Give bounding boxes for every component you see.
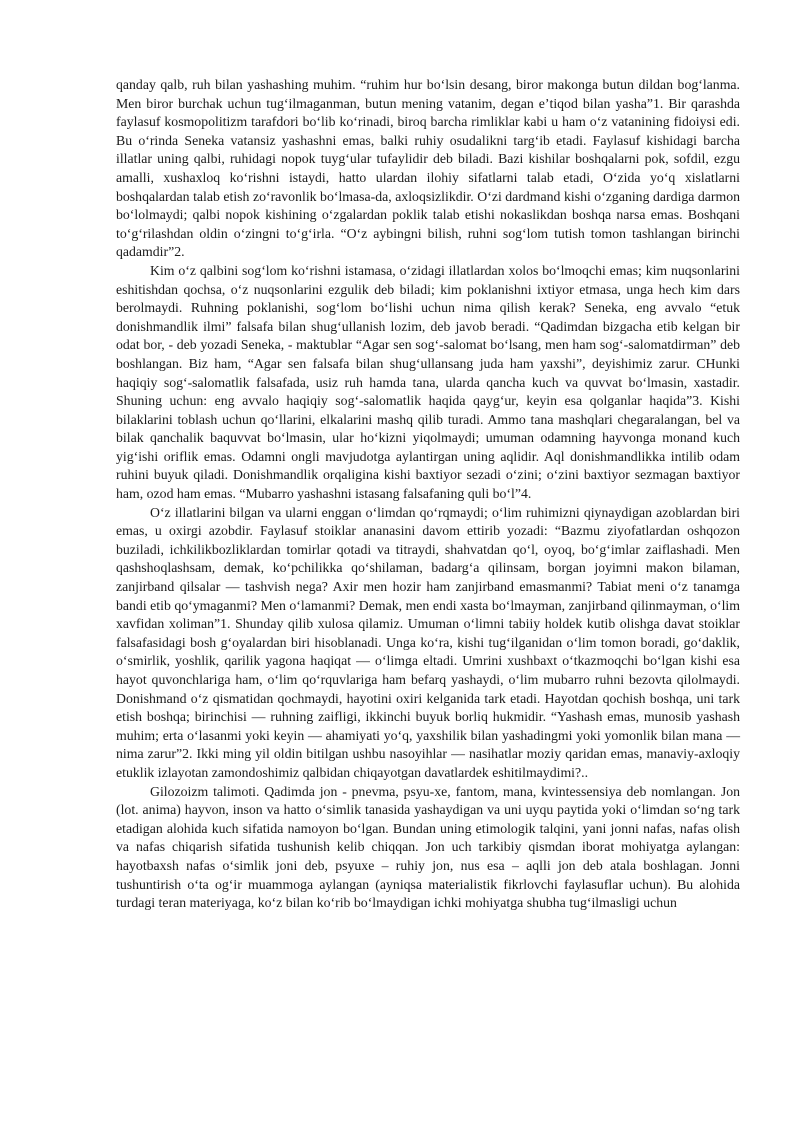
paragraph-seneka-homeland: qanday qalb, ruh bilan yashashing muhim. “ruhim hur boʻlsin desang, biror makonga butun dildan bogʻlanma. Men biror burchak uchun tugʻilmaganman, butun mening vatanim, degan eʼtiqod bilan yasha”1. Bir qarashda faylasuf kosmopolitizm tarafdori boʻlib koʻrinadi, biroq barcha rimliklar kabi u ham oʻz vatanining fidoiysi edi. Bu oʻrinda Seneka vatansiz yashashni emas, balki ruhiy osudalikni targʻib etadi. Faylasuf kishidagi barcha illatlar uning qalbi, ruhidagi nopok tuygʻular tufaylidir deb biladi. Bazi kishilar boshqalarni pok, sofdil, ezgu amalli, xushaxloq koʻrishni istaydi, hatto ulardan ilohiy sifatlarni talab etadi, Oʻzida yoʻq xislatlarni boshqalardan talab etish zoʻravonlik boʻlmasa-da, axloqsizlikdir. Oʻzi dardmand kishi oʻzganing dardiga darmon boʻlolmaydi; qalbi nopok kishining oʻzgalardan poklik talab etishi nokaslikdan boshqa narsa emas. Boshqani toʻgʻrilashdan oldin oʻzingni toʻgʻirla. “Oʻz aybingni bilish, ruhni sogʻlom tutish tomon tashlangan birinchi qadamdir”2. <box>116 77 740 260</box>
paragraph-death: Oʻz illatlarini bilgan va ularni enggan oʻlimdan qoʻrqmaydi; oʻlim ruhimizni qiynaydigan azoblardan biri emas, u oxirgi azobdir. Faylasuf stoiklar ananasini davom ettirib yozadi: “Bazmu ziyofatlardan oshqozon buziladi, ichkilikbozliklardan tomirlar qotadi va titraydi, shahvatdan qoʻl, oyoq, boʻgʻimlar zaiflashadi. Men qashshoqlashsam, demak, koʻpchilikka qoʻshilaman, badargʻa qilinsam, borgan joyimni makon bilaman, zanjirband qilsalar — tashvish nega? Axir men hozir ham zanjirband emasmanmi? Tabiat meni oʻz tanamga bandi etib qoʻymaganmi? Men oʻlamanmi? Demak, men endi xasta boʻlmayman, zanjirband qilinmayman, oʻlim xavfidan xoliman”1. Shunday qilib xulosa qilamiz. Umuman oʻlimni tabiiy holdek kutib olishga davat stoiklar falsafasidagi bosh gʻoyalardan biri hisoblanadi. Unga koʻra, kishi tugʻilganidan oʻlim tomon boradi, goʻdaklik, oʻsmirlik, yoshlik, qarilik yagona haqiqat — oʻlimga eltadi. Umrini xushbaxt oʻtkazmoqchi boʻlgan kishi esa hayot quvonchlariga ham, oʻlim qoʻrquvlariga ham befarq yashaydi, oʻlim mubarro ruhni bezovta qilolmaydi. Donishmand oʻz qismatidan qochmaydi, hayotini oxiri kelganida tark etadi. Hayotdan qochish boshqa, uni tark etish boshqa; birinchisi — ruhning zaifligi, ikkinchi buyuk borliq hukmidir. “Yashash emas, munosib yashash muhim; erta oʻlasanmi yoki keyin — ahamiyati yoʻq, yaxshilik bilan yashadingmi yoki yomonlik bilan mana — nima zarur”2. Ikki ming yil oldin bitilgan ushbu nasoyihlar — nasihatlar moziy qaridan emas, manaviy-axloqiy etuklik izlayotan zamondoshimiz qalbidan chiqayotgan davatlardek eshitilmaydimi?.. <box>116 504 740 780</box>
document-page <box>116 76 740 913</box>
paragraph-hylozoism: Gilozoizm talimoti. Qadimda jon - pnevma, psyu-xe, fantom, mana, kvintessensiya deb nomlangan. Jon (lot. anima) hayvon, inson va hatto oʻsimlik tanasida yashaydigan va uni uyqu paytida yoki oʻlimdan soʻng tark etadigan alohida kuch sifatida namoyon boʻlgan. Bundan uning etimologik talqini, yani jonni nafas, nafas olish va nafas chiqarish sifatida tushunish kelib chiqqan. Jon uch tarkibiy qismdan iborat mohiyatga aylangan: hayotbaxsh nafas oʻsimlik joni deb, psyuxe – ruhiy jon, nus esa – aqlli jon deb atala boshlagan. Jonni tushuntirish oʻta ogʻir muammoga aylangan (ayniqsa materialistik fikrlovchi faylasuflar uchun). Bu alohida turdagi teran materiyaga, koʻz bilan koʻrib boʻlmaydigan ichki mohiyatga shubha tugʻilmasligi uchun <box>116 783 740 911</box>
paragraph-healthy-soul: Kim oʻz qalbini sogʻlom koʻrishni istamasa, oʻzidagi illatlardan xolos boʻlmoqchi emas; kim nuqsonlarini eshitishdan qochsa, oʻz nuqsonlarini ezgulik deb biladi; kim poklanishni ixtiyor etmasa, unga hech kim dars berolmaydi. Ruhning poklanishi, sogʻlom boʻlishi uchun nima qilish kerak? Seneka, eng avvalo “etuk donishmandlik ilmi” falsafa bilan shugʻullanish lozim, deb javob beradi. “Qadimdan bizgacha etib kelgan bir odat bor, - deb yozadi Seneka, - maktublar “Agar sen sogʻ-salomat boʻlsang, men ham sogʻ-salomatdirman” deb boshlangan. Biz ham, “Agar sen falsafa bilan shugʻullansang juda ham yaxshi”, deyishimiz zarur. CHunki haqiqiy sogʻ-salomatlik falsafada, usiz ruh hamda tana, ularda qancha kuch va quvvat boʻlmasin, xastadir. Shuning uchun: eng avvalo haqiqiy sogʻ-salomatlik haqida qaygʻur, keyin esa qolganlar haqida”3. Kishi bilaklarini toblash uchun qoʻllarini, elkalarini mashq qilib turadi. Ammo tana mashqlari chegaralangan, bel va bilak qanchalik baquvvat boʻlmasin, ular hoʻkizni yiqolmaydi; umuman odamning hayvonga monand kuch yigʻishi oriflik emas. Odamni ongli mavjudotga aylantirgan uning aqlidir. Aql donishmandlikka intilib odam ruhini buyuk qiladi. Donishmandlik orqaligina kishi baxtiyor sezadi oʻzini; oʻzini baxtiyor sezmagan baxtiyor ham, ozod ham emas. “Mubarro yashashni istasang falsafaning quli boʻl”4. <box>116 262 740 502</box>
